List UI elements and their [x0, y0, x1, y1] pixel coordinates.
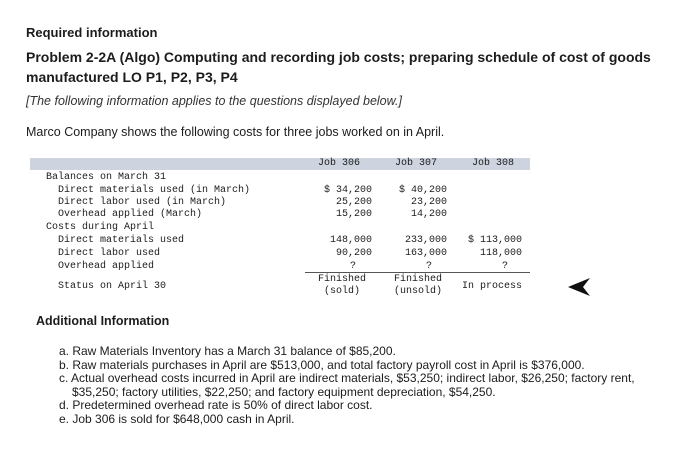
status-line: In process — [461, 281, 522, 292]
list-item: b. Raw materials purchases in April are $513,000, and total factory payroll cost in April is $376,000. — [59, 357, 585, 372]
status-job-307 — [386, 274, 450, 298]
status-line: (unsold) — [393, 286, 442, 297]
row-label: Direct materials used (in March) — [58, 185, 251, 196]
cell-value: 148,000 — [329, 235, 372, 246]
row-label: Overhead applied (March) — [58, 209, 203, 220]
cell-value: ? — [349, 261, 356, 272]
header-job-307: Job 307 — [395, 158, 438, 169]
cell-value: 15,200 — [335, 209, 372, 220]
cell-value: 23,200 — [410, 197, 447, 208]
header-job-308: Job 308 — [472, 158, 515, 169]
additional-information-list — [59, 345, 699, 426]
status-line: Finished — [317, 274, 366, 285]
row-label: Direct materials used — [58, 235, 185, 246]
list-item: $35,250; factory utilities, $22,250; and factory equipment depreciation, $54,250. — [72, 384, 496, 399]
table-header-bar — [30, 158, 530, 170]
status-label: Status on April 30 — [58, 281, 167, 292]
cell-value: $ 40,200 — [398, 185, 447, 196]
header-job-306: Job 306 — [318, 158, 361, 169]
section-costs-april: Costs during April — [46, 222, 155, 233]
row-label: Direct labor used — [58, 248, 161, 259]
cell-value: 25,200 — [335, 197, 372, 208]
required-information-heading: Required information — [26, 25, 158, 40]
status-job-306 — [310, 274, 374, 298]
instruction-note: [The following information applies to the questions displayed below.] — [26, 94, 402, 108]
cell-value: 163,000 — [404, 248, 447, 259]
cell-value: 118,000 — [479, 248, 522, 259]
list-item: e. Job 306 is sold for $648,000 cash in April. — [59, 411, 295, 426]
list-item: a. Raw Materials Inventory has a March 31 balance of $85,200. — [59, 344, 396, 358]
intro-text: Marco Company shows the following costs for three jobs worked on in April. — [26, 125, 445, 139]
mouse-pointer-icon — [566, 276, 594, 298]
cell-value: 14,200 — [410, 209, 447, 220]
cell-value: 90,200 — [335, 248, 372, 259]
status-job-308 — [460, 281, 524, 293]
total-divider — [305, 272, 530, 273]
section-balances-march: Balances on March 31 — [46, 172, 167, 183]
cell-value: $ 34,200 — [323, 185, 372, 196]
cell-value: $ 113,000 — [467, 235, 522, 246]
status-line: (sold) — [323, 286, 360, 297]
list-item: c. Actual overhead costs incurred in April are indirect materials, $53,250; indirect labor, $26,250; factory rent, — [59, 371, 635, 385]
cell-value: 233,000 — [404, 235, 447, 246]
list-item: d. Predetermined overhead rate is 50% of direct labor cost. — [59, 398, 373, 412]
cell-value: ? — [501, 261, 508, 272]
row-label: Overhead applied — [58, 261, 155, 272]
additional-information-heading: Additional Information — [36, 314, 170, 328]
problem-title: Problem 2-2A (Algo) Computing and recording job costs; preparing schedule of cost of goods manufactured LO P1, P2, P3, P4 — [26, 49, 651, 85]
status-line: Finished — [393, 274, 442, 285]
row-label: Direct labor used (in March) — [58, 197, 227, 208]
cell-value: ? — [425, 261, 432, 272]
